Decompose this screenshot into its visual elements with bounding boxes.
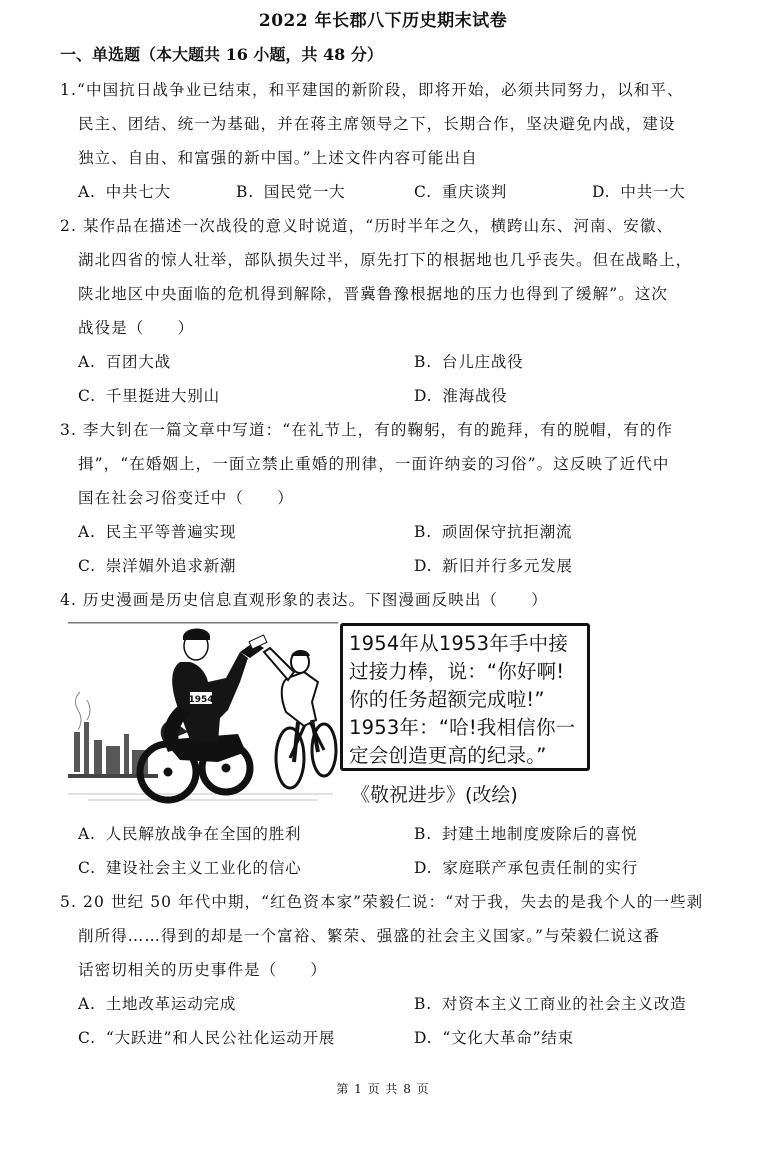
relay-comic-illustration bbox=[68, 622, 338, 808]
q5-option-c: C. “大跃进”和人民公社化运动开展 bbox=[78, 1029, 336, 1047]
q2-line-2: 湖北四省的惊人壮举，部队损失过半，原先打下的根据地也几乎丧失。但在战略上， bbox=[78, 251, 693, 269]
bubble-line-3: 你的任务超额完成啦!” bbox=[349, 688, 545, 711]
q3-line-2: 揖”，“在婚姻上，一面立禁止重婚的刑律，一面许纳妾的习俗”。这反映了近代中 bbox=[78, 455, 670, 473]
page-footer: 第 1 页 共 8 页 bbox=[336, 1082, 430, 1096]
q4-option-c: C. 建设社会主义工业化的信心 bbox=[78, 859, 302, 877]
q1-option-b: B. 国民党一大 bbox=[236, 183, 346, 201]
q4-line-1: 4. 历史漫画是历史信息直观形象的表达。下图漫画反映出（ ） bbox=[60, 591, 548, 609]
q3-option-d: D. 新旧并行多元发展 bbox=[414, 557, 573, 575]
section-heading: 一、单选题（本大题共 16 小题，共 48 分） bbox=[60, 45, 383, 64]
q4-option-b: B. 封建土地制度废除后的喜悦 bbox=[414, 825, 638, 843]
q3-option-b: B. 顽固保守抗拒潮流 bbox=[414, 523, 573, 541]
q2-line-4: 战役是（ ） bbox=[78, 319, 195, 337]
q4-option-a: A. 人民解放战争在全国的胜利 bbox=[78, 825, 302, 843]
q2-option-a: A. 百团大战 bbox=[78, 353, 171, 371]
q1-line-1: 1.“中国抗日战争业已结束，和平建国的新阶段，即将开始，必须共同努力，以和平、 bbox=[60, 81, 684, 99]
q1-option-c: C. 重庆谈判 bbox=[414, 183, 508, 201]
comic-figure bbox=[68, 622, 596, 808]
q2-option-c: C. 千里挺进大别山 bbox=[78, 387, 220, 405]
q4-option-d: D. 家庭联产承包责任制的实行 bbox=[414, 859, 639, 877]
q5-option-d: D. “文化大革命”结束 bbox=[414, 1029, 574, 1047]
q1-line-2: 民主、团结、统一为基础，并在蒋主席领导之下，长期合作，坚决避免内战，建设 bbox=[78, 115, 676, 133]
comic-caption: 《敬祝进步》(改绘) bbox=[351, 784, 518, 806]
bubble-line-1: 1954年从1953年手中接 bbox=[349, 632, 569, 655]
q2-option-b: B. 台儿庄战役 bbox=[414, 353, 524, 371]
bubble-line-5: 定会创造更高的纪录。” bbox=[349, 744, 547, 767]
q1-line-3: 独立、自由、和富强的新中国。”上述文件内容可能出自 bbox=[78, 149, 478, 167]
q3-option-a: A. 民主平等普遍实现 bbox=[78, 523, 237, 541]
bubble-line-4: 1953年：“哈!我相信你一 bbox=[349, 716, 576, 739]
q3-line-3: 国在社会习俗变迁中（ ） bbox=[78, 489, 294, 507]
q2-option-d: D. 淮海战役 bbox=[414, 387, 508, 405]
speech-bubble bbox=[340, 623, 590, 771]
q3-option-c: C. 崇洋媚外追求新潮 bbox=[78, 557, 237, 575]
q5-option-a: A. 土地改革运动完成 bbox=[78, 995, 237, 1013]
motorcycle-number-label: 1954 bbox=[188, 695, 214, 705]
q5-line-1: 5. 20 世纪 50 年代中期，“红色资本家”荣毅仁说：“对于我，失去的是我个人的一些剥 bbox=[60, 893, 704, 911]
q5-line-2: 削所得……得到的却是一个富裕、繁荣、强盛的社会主义国家。”与荣毅仁说这番 bbox=[78, 927, 661, 945]
q1-option-a: A. 中共七大 bbox=[78, 183, 171, 201]
q5-line-3: 话密切相关的历史事件是（ ） bbox=[78, 961, 328, 979]
q1-option-d: D. 中共一大 bbox=[592, 183, 686, 201]
q3-line-1: 3. 李大钊在一篇文章中写道：“在礼节上，有的鞠躬，有的跪拜，有的脱帽，有的作 bbox=[60, 421, 674, 439]
bubble-line-2: 过接力棒，说：“你好啊! bbox=[349, 660, 565, 683]
q2-line-1: 2. 某作品在描述一次战役的意义时说道，“历时半年之久，横跨山东、河南、安徽、 bbox=[60, 217, 674, 235]
q5-option-b: B. 对资本主义工商业的社会主义改造 bbox=[414, 995, 687, 1013]
q2-line-3: 陕北地区中央面临的危机得到解除，晋冀鲁豫根据地的压力也得到了缓解”。这次 bbox=[78, 285, 669, 303]
exam-title: 2022 年长郡八下历史期末试卷 bbox=[258, 11, 508, 31]
